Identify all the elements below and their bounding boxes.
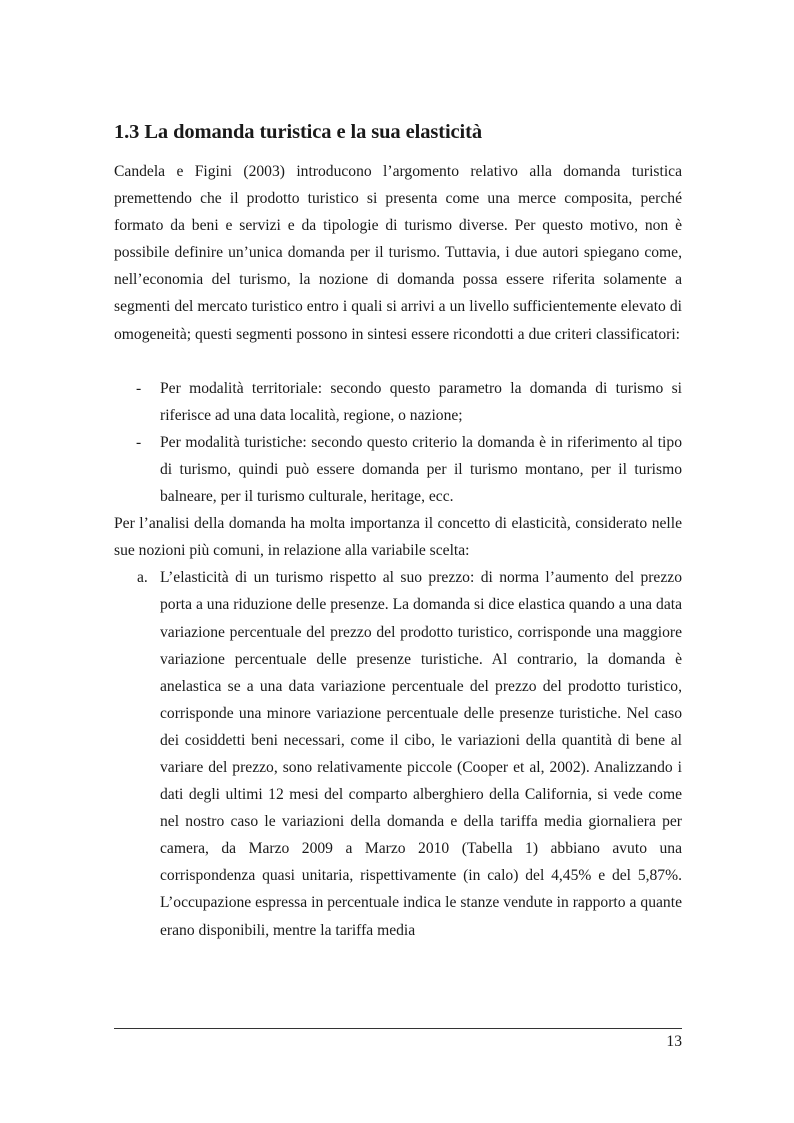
list-item xyxy=(114,429,682,510)
list-item-text: L’elasticità di un turismo rispetto al suo prezzo: di norma l’aumento del prezzo porta a una riduzione delle presenze. La domanda si dice elastica quando a una data variazione percentuale del prezzo del prodotto turistico, corrisponde una maggiore variazione percentuale delle presenze turistiche. Al contrario, la domanda è anelastica se a una data variazione percentuale del prezzo del prodotto turistico, corrisponde una minore variazione percentuale delle presenze turistiche. Nel caso dei cosiddetti beni necessari, come il cibo, le variazioni della quantità di bene al variare del prezzo, sono relativamente piccole (Cooper et al, 2002). Analizzando i dati degli ultimi 12 mesi del comparto alberghiero della California, si vede come nel nostro caso le variazioni della domanda e della tariffa media giornaliera per camera, da Marzo 2009 a Marzo 2010 (Tabella 1) abbiano avuto una corrispondenza quasi unitaria, rispettivamente (in calo) del 4,45% e del 5,87%. L’occupazione espressa in percentuale indica le stanze vendute in rapporto a quante erano disponibili, mentre la tariffa media xyxy=(160,569,682,939)
list-marker: - xyxy=(136,433,142,451)
list-marker: - xyxy=(136,379,142,397)
list-item-text: Per modalità turistiche: secondo questo criterio la domanda è in riferimento al tipo di turismo, quindi può essere domanda per il turismo montano, per il turismo balneare, per il turismo culturale, heritage, ecc. xyxy=(160,433,682,506)
list-item xyxy=(114,375,682,429)
page-number: 13 xyxy=(666,1033,682,1050)
section-heading: 1.3 La domanda turistica e la sua elasticità xyxy=(114,121,483,143)
list-item xyxy=(114,564,682,943)
body-text xyxy=(114,158,682,944)
elasticity-list xyxy=(114,564,682,943)
criteria-list xyxy=(114,375,682,510)
footer-rule xyxy=(114,1028,682,1029)
elasticity-intro-paragraph: Per l’analisi della domanda ha molta importanza il concetto di elasticità, considerato nelle sue nozioni più comuni, in relazione alla variabile scelta: xyxy=(114,515,682,560)
list-item-text: Per modalità territoriale: secondo questo parametro la domanda di turismo si riferisce ad una data località, regione, o nazione; xyxy=(160,379,682,424)
intro-paragraph: Candela e Figini (2003) introducono l’argomento relativo alla domanda turistica premettendo che il prodotto turistico si presenta come una merce composita, perché formato da beni e servizi e da tipologie di turismo diverse. Per questo motivo, non è possibile definire un’unica domanda per il turismo. Tuttavia, i due autori spiegano come, nell’economia del turismo, la nozione di domanda possa essere riferita solamente a segmenti del mercato turistico entro i quali si arrivi a un livello sufficientemente elevato di omogeneità; questi segmenti possono in sintesi essere ricondotti a due criteri classificatori: xyxy=(114,163,682,343)
list-marker: a. xyxy=(137,569,148,587)
